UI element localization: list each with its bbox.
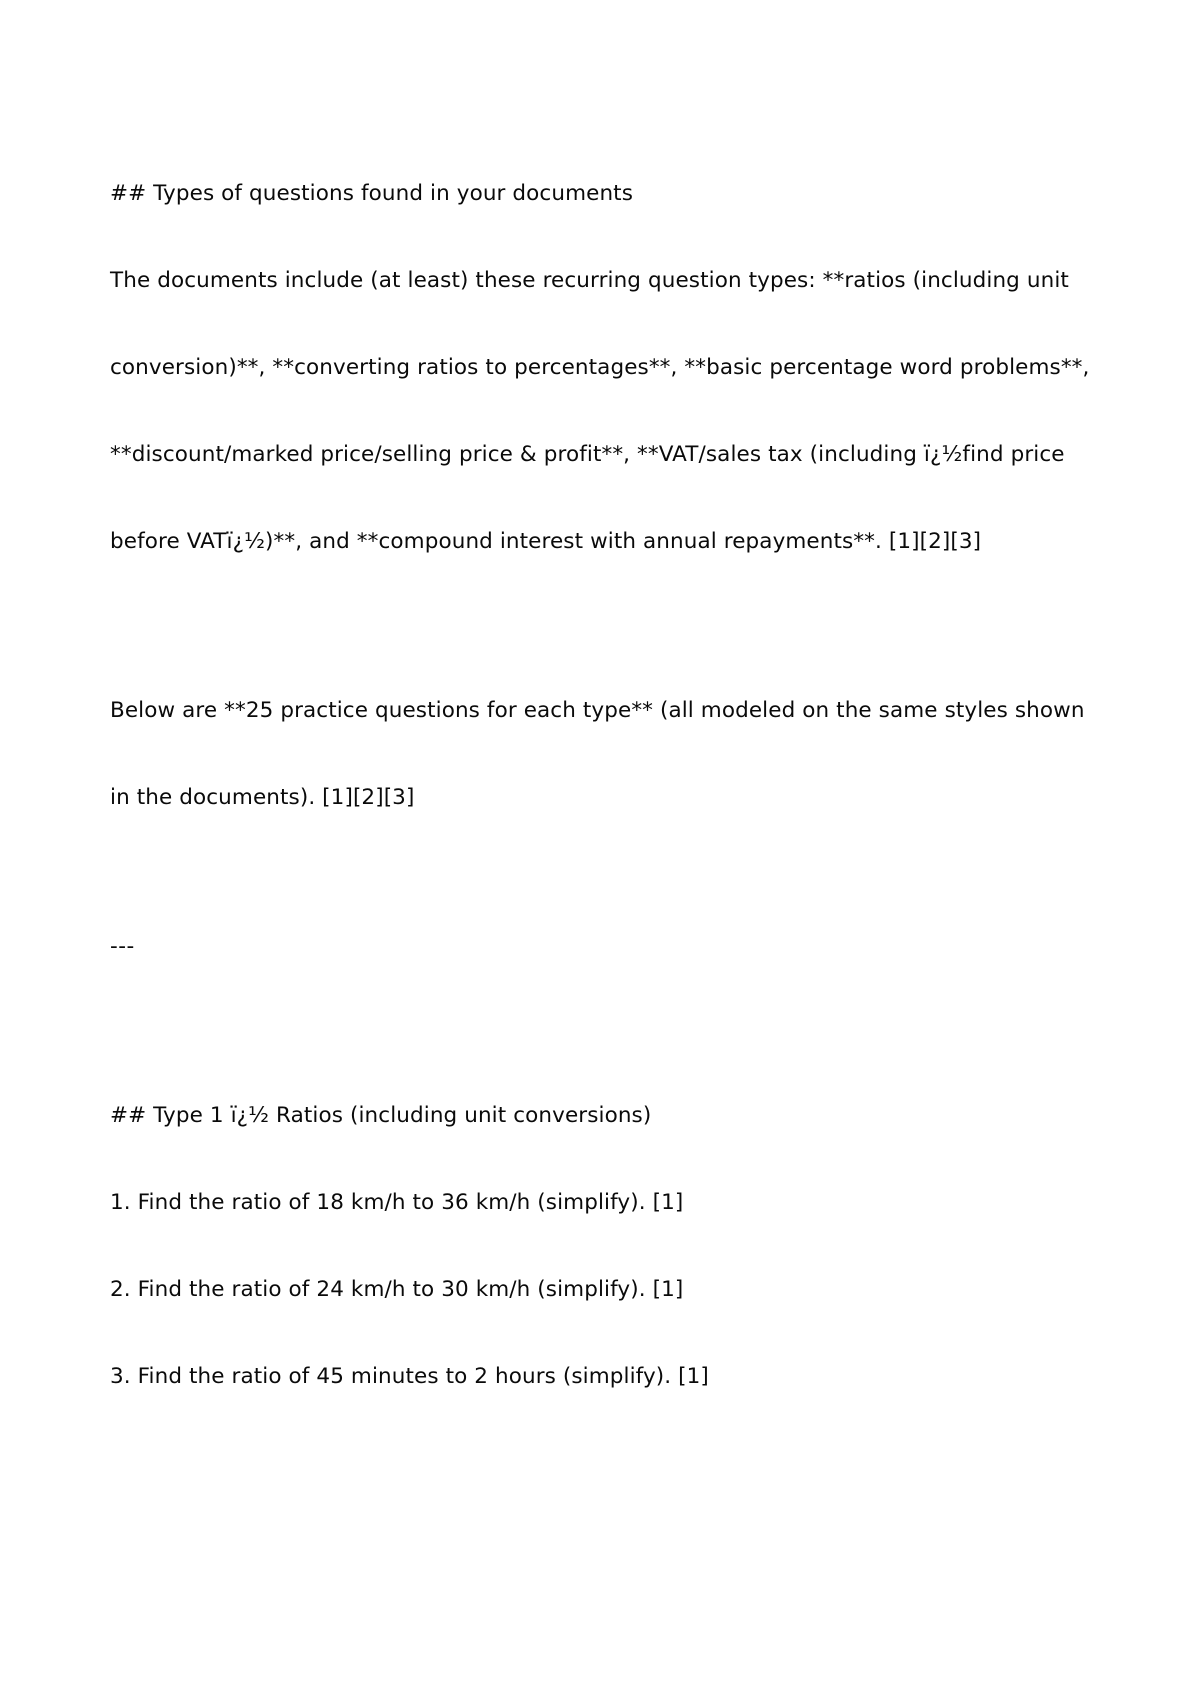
section-heading-types: ## Types of questions found in your documents (110, 181, 634, 206)
horizontal-divider: --- (110, 934, 135, 959)
second-paragraph: Below are **25 practice questions for each type** (all modeled on the same styles shown in the documents). [1][2][3] (110, 698, 1085, 810)
question-item: 3. Find the ratio of 45 minutes to 2 hours (simplify). [1] (110, 1364, 709, 1389)
question-item: 2. Find the ratio of 24 km/h to 30 km/h (simplify). [1] (110, 1277, 684, 1302)
paragraph-spacer-2 (110, 841, 1090, 903)
document-body (110, 150, 1090, 1420)
paragraph-spacer-1 (110, 585, 1090, 667)
paragraph-spacer-3 (110, 990, 1090, 1072)
question-item: 1. Find the ratio of 18 km/h to 36 km/h (simplify). [1] (110, 1190, 684, 1215)
section-heading-type1: ## Type 1 ï¿½ Ratios (including unit conversions) (110, 1103, 652, 1128)
intro-paragraph: The documents include (at least) these recurring question types: **ratios (including unit conversion)**, **converting ratios to percentages**, **basic percentage word problems**, **discount/marked price/selling price & profit**, **VAT/sales tax (including ï¿½find price before VATï¿½)**, and **compound interest with annual repayments**. [1][2][3] (110, 268, 1090, 554)
